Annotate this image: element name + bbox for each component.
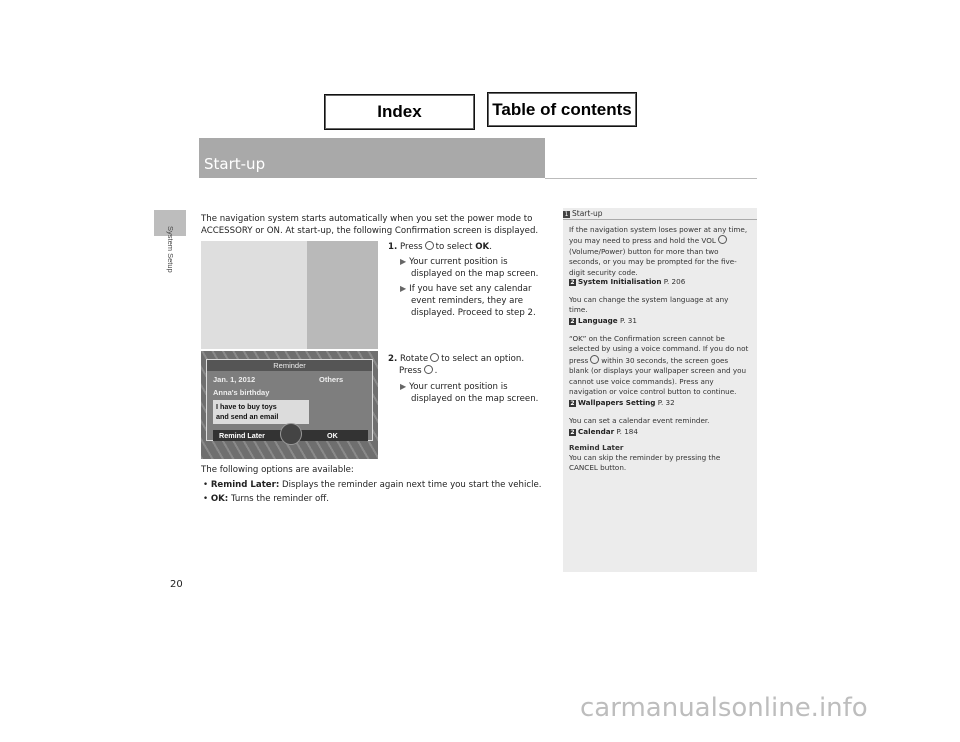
title-rule bbox=[545, 178, 757, 179]
sidebar-p5: You can skip the reminder by pressing the CANCEL button. bbox=[569, 453, 721, 473]
page-title: Start-up bbox=[204, 155, 266, 173]
sidebar-p5-title: Remind Later bbox=[569, 443, 624, 452]
reference-icon: 2 bbox=[570, 429, 575, 436]
arrow-icon: ▶ bbox=[400, 257, 407, 266]
step-1-bullet-2: ▶ If you have set any calendar bbox=[400, 284, 532, 294]
remind-later-screen-button: Remind Later bbox=[219, 431, 265, 440]
sidebar-rule bbox=[563, 219, 757, 220]
reminder-title: Reminder bbox=[207, 360, 372, 371]
sidebar-p1: If the navigation system loses power at any time, you may need to press and hold the VOL (Volume/Power) button for more than two seconds, or you may be prompted for the five- digit security code. bbox=[569, 225, 748, 277]
page-number: 20 bbox=[170, 579, 183, 590]
intro-line-2: ACCESSORY or ON. At start-up, the following Confirmation screen is displayed. bbox=[201, 226, 539, 236]
step-1: 1. Press to select OK. bbox=[388, 242, 492, 252]
note-icon: 1 bbox=[564, 211, 569, 218]
sidebar-ref-4[interactable]: 2 Calendar P. 184 bbox=[570, 427, 638, 436]
watermark: carmanualsonline.info bbox=[580, 693, 868, 723]
sidebar-ref-3[interactable]: 2 Wallpapers Setting P. 32 bbox=[570, 398, 675, 407]
index-button[interactable]: Index bbox=[324, 94, 475, 130]
map-screen-image bbox=[201, 241, 378, 349]
step-2-bullet-1: ▶ Your current position is bbox=[400, 382, 508, 392]
arrow-icon: ▶ bbox=[400, 284, 407, 293]
rotate-knob-icon bbox=[430, 353, 439, 362]
step-2-bullet-1-cont: displayed on the map screen. bbox=[411, 394, 539, 404]
option-remind-later: • Remind Later: Displays the reminder again next time you start the vehicle. bbox=[203, 480, 542, 490]
sidebar-p4: You can set a calendar event reminder. bbox=[569, 416, 710, 425]
reminder-event: Anna's birthday bbox=[213, 388, 270, 397]
power-icon bbox=[718, 235, 727, 244]
enter-knob-icon bbox=[424, 365, 433, 374]
reminder-message: I have to buy toys and send an email bbox=[213, 400, 309, 424]
enter-knob-icon bbox=[425, 241, 434, 250]
reference-icon: 2 bbox=[570, 318, 575, 325]
sidebar-heading: 1 Start-up bbox=[564, 209, 603, 218]
reminder-others: Others bbox=[319, 375, 344, 384]
reminder-screen-image bbox=[201, 351, 378, 459]
step-1-bullet-1: ▶ Your current position is bbox=[400, 257, 508, 267]
reminder-date: Jan. 1, 2012 bbox=[213, 375, 256, 384]
options-intro: The following options are available: bbox=[201, 465, 354, 475]
reference-icon: 2 bbox=[570, 400, 575, 407]
step-1-bullet-2-cont: event reminders, they are bbox=[411, 296, 524, 306]
step-2: 2. Rotate to select an option. bbox=[388, 354, 525, 364]
enter-knob-icon bbox=[590, 355, 599, 364]
sidebar-ref-1[interactable]: 2 System Initialisation P. 206 bbox=[570, 277, 686, 286]
reference-icon: 2 bbox=[570, 279, 575, 286]
sidebar-ref-2[interactable]: 2 Language P. 31 bbox=[570, 316, 637, 325]
table-of-contents-button[interactable]: Table of contents bbox=[487, 92, 637, 127]
arrow-icon: ▶ bbox=[400, 382, 407, 391]
knob-icon bbox=[280, 423, 302, 445]
sidebar-p2: You can change the system language at any time. bbox=[569, 295, 729, 315]
section-label: System Setup bbox=[166, 226, 175, 273]
option-ok: • OK: Turns the reminder off. bbox=[203, 494, 329, 504]
sidebar-p3: “OK” on the Confirmation screen cannot be selected by using a voice command. If you do not press within 30 seconds, the screen goes blank (or displays your wallpaper screen and you cannot use voice commands). Press any navigation or voice control button to continue. bbox=[569, 334, 749, 397]
step-2-line-2: Press . bbox=[399, 366, 438, 376]
step-1-bullet-2-cont-2: displayed. Proceed to step 2. bbox=[411, 308, 536, 318]
ok-screen-button: OK bbox=[327, 431, 338, 440]
intro-line-1: The navigation system starts automatically when you set the power mode to bbox=[201, 214, 533, 224]
step-1-bullet-1-cont: displayed on the map screen. bbox=[411, 269, 539, 279]
